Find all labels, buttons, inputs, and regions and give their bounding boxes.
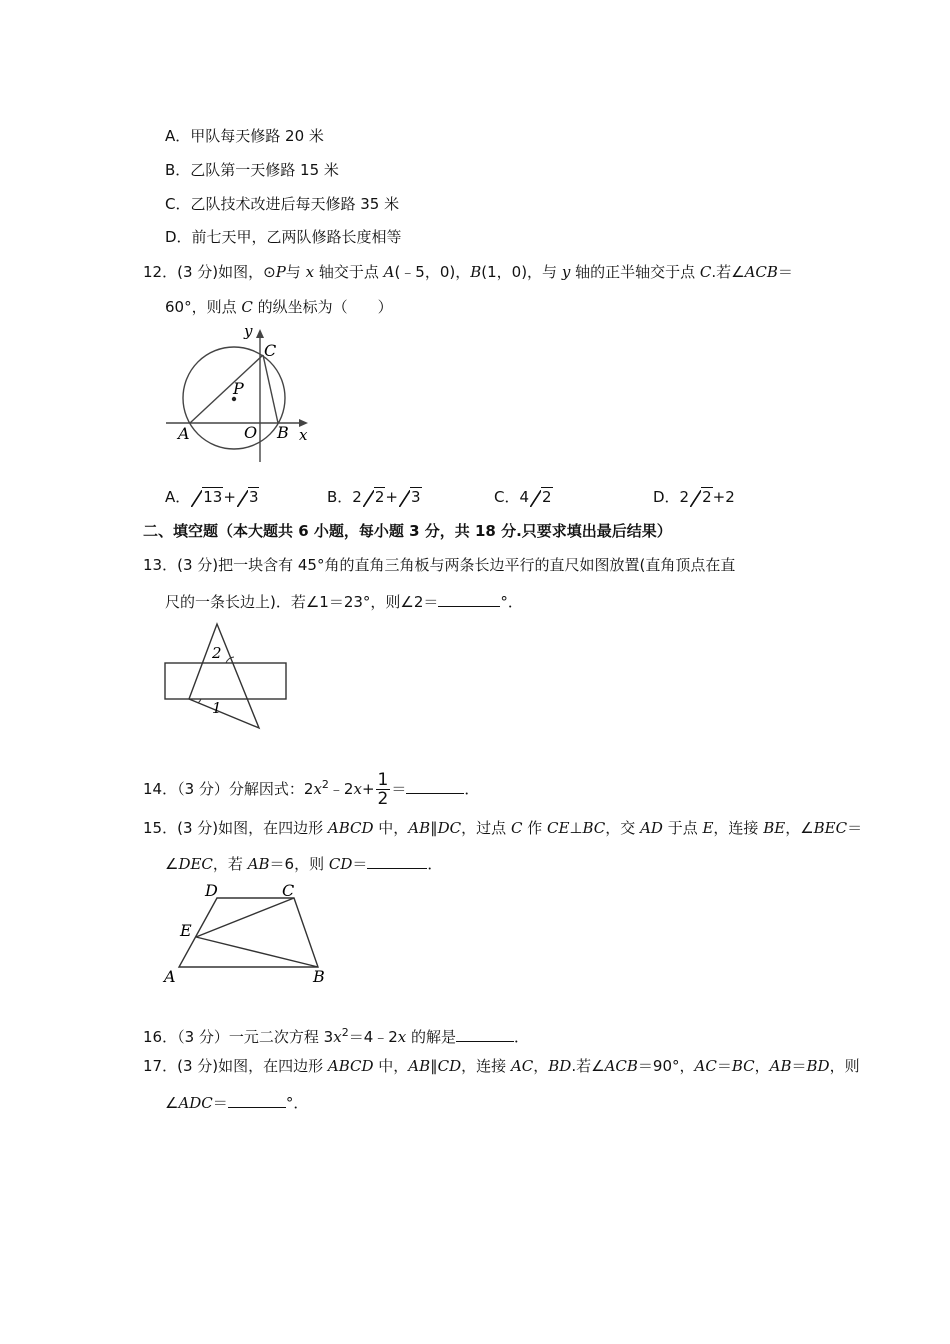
fraction-one-half: $\frac{1}{2}$: [377, 770, 389, 809]
quadrilateral-abcd: [179, 898, 318, 967]
q17-line1: 17．(3 分)如图，在四边形 ABCD 中，AB∥CD，连接 AC，BD.若∠ACB＝90°，AC＝BC，AB＝BD，则: [143, 1057, 860, 1075]
section-heading-fill-in: 二、填空题（本大题共 6 小题，每小题 3 分，共 18 分.只要求填出最后结果）: [143, 522, 672, 540]
set-square: [189, 624, 259, 728]
label-angle-1: 1: [212, 699, 222, 717]
q15-line2: ∠DEC，若 AB＝6，则 CD＝ ．: [165, 855, 443, 873]
q11-option-a: A．甲队每天修路 20 米: [165, 127, 324, 145]
q12-line2: 60°，则点 C 的纵坐标为（ ）: [165, 298, 393, 316]
label-e: E: [180, 921, 192, 940]
label-d: D: [205, 881, 218, 900]
q14-answer-blank[interactable]: [406, 779, 464, 794]
label-b: B: [313, 967, 325, 986]
segment-ac: [190, 355, 263, 423]
q12-option-b: B．2 2+ 3: [327, 488, 421, 506]
label-b: B: [277, 423, 289, 442]
y-axis-arrow: [256, 329, 264, 338]
q12-circle-figure: [160, 322, 320, 464]
label-angle-2: 2: [212, 644, 222, 662]
label-a: A: [164, 967, 176, 986]
segment-eb: [196, 937, 318, 967]
q13-line1: 13．(3 分)把一块含有 45°角的直角三角板与两条长边平行的直尺如图放置(直角顶点在直: [143, 556, 736, 574]
q12-option-a: A． 13+ 3: [165, 488, 259, 506]
q13-ruler-triangle-figure: [160, 618, 295, 736]
q15-answer-blank[interactable]: [367, 854, 427, 869]
q17-line2: ∠ADC＝ °．: [165, 1094, 309, 1112]
label-p: P: [233, 379, 244, 398]
ruler: [165, 663, 286, 699]
label-x: x: [299, 426, 308, 444]
q12-line1: 12．(3 分)如图，⊙P与 x 轴交于点 A(﹣5，0)，B(1，0)，与 y 轴的正半轴交于点 C.若∠ACB＝: [143, 263, 793, 281]
label-a: A: [178, 424, 190, 443]
q15-quadrilateral-figure: [160, 880, 340, 988]
q12-option-d: D．2 2+2: [653, 488, 735, 506]
q13-line2: 尺的一条长边上)．若∠1＝23°，则∠2＝ °．: [165, 593, 523, 611]
q16-answer-blank[interactable]: [456, 1027, 514, 1042]
q11-option-b: B．乙队第一天修路 15 米: [165, 161, 339, 179]
q17-answer-blank[interactable]: [228, 1093, 286, 1108]
q16-line: 16．（3 分）一元二次方程 $3x^2=4﹣2x$ 的解是 ．: [143, 1026, 530, 1046]
q13-answer-blank[interactable]: [438, 592, 500, 607]
segment-bc: [263, 355, 278, 423]
segment-ec: [196, 898, 294, 937]
label-y: y: [244, 322, 253, 340]
q15-line1: 15．(3 分)如图，在四边形 ABCD 中，AB∥DC，过点 C 作 CE⊥BC，交 AD 于点 E，连接 BE，∠BEC＝: [143, 819, 863, 837]
label-c: C: [282, 881, 295, 900]
q12-option-c: C．4 2: [494, 488, 552, 506]
label-c: C: [264, 341, 277, 360]
q11-option-d: D．前七天甲，乙两队修路长度相等: [165, 228, 402, 246]
q11-option-c: C．乙队技术改进后每天修路 35 米: [165, 195, 400, 213]
label-o: O: [244, 423, 258, 442]
q14-line: 14．（3 分）分解因式：$2x^2﹣2x+$ $\frac{1}{2}$ ＝ ．: [143, 770, 480, 809]
